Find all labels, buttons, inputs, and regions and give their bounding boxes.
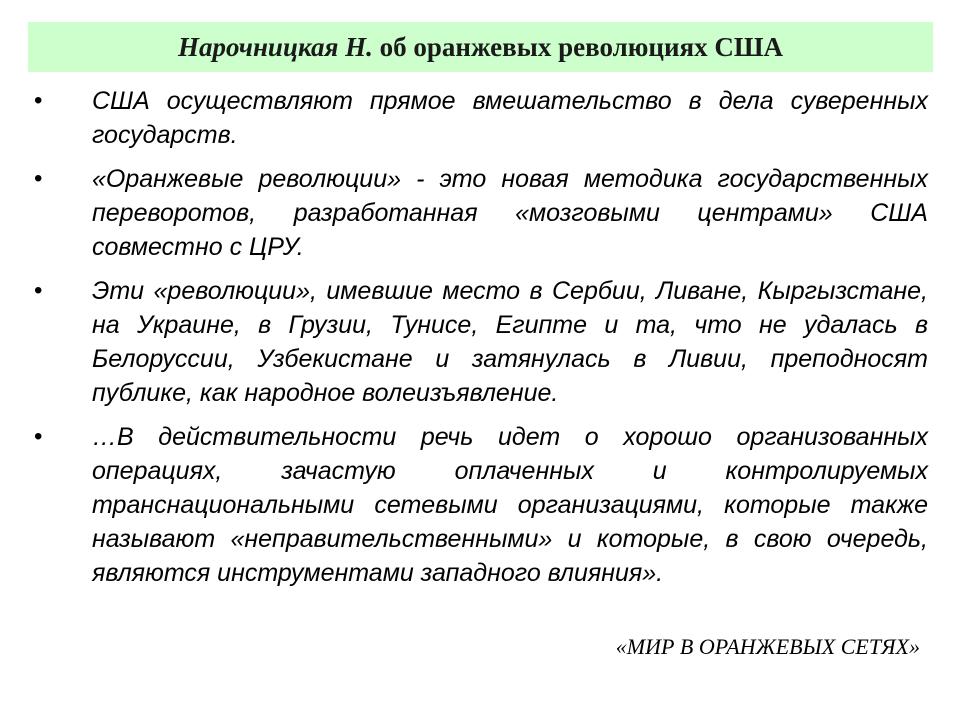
title-author: Нарочницкая Н. — [177, 31, 373, 62]
title-bar — [28, 22, 933, 72]
list-item — [34, 420, 928, 590]
bullet-list — [34, 84, 928, 600]
list-item — [34, 84, 928, 152]
list-item — [34, 274, 928, 410]
bullet-icon: • — [34, 165, 43, 192]
page-title — [178, 32, 783, 63]
bullet-icon: • — [34, 423, 43, 450]
list-item-text: «Оранжевые революции» - это новая методика государственных переворотов, разработанная «мозговыми центрами» США совместно с ЦРУ. — [92, 165, 928, 261]
list-item-text: …В действительности речь идет о хорошо организованных операциях, зачастую оплаченных и контролируемых транснациональными сетевыми организациями, которые также называют «неправительственными» и которые, в свою очередь, являются инструментами западного влияния». — [92, 423, 928, 587]
list-item — [34, 162, 928, 264]
list-item-text: Эти «революции», имевшие место в Сербии, Ливане, Кыргызстане, на Украине, в Грузии, Тунисе, Египте и та, что не удалась в Белоруссии, Узбекистане и затянулась в Ливии, преподносят публике, как народное волеизъявление. — [92, 277, 928, 407]
source-citation: «МИР В ОРАНЖЕВЫХ СЕТЯХ» — [615, 634, 920, 659]
bullet-icon: • — [34, 277, 43, 304]
bullet-icon: • — [34, 87, 43, 114]
title-subject: об оранжевых революциях США — [372, 31, 784, 62]
list-item-text: США осуществляют прямое вмешательство в дела суверенных государств. — [92, 87, 928, 149]
